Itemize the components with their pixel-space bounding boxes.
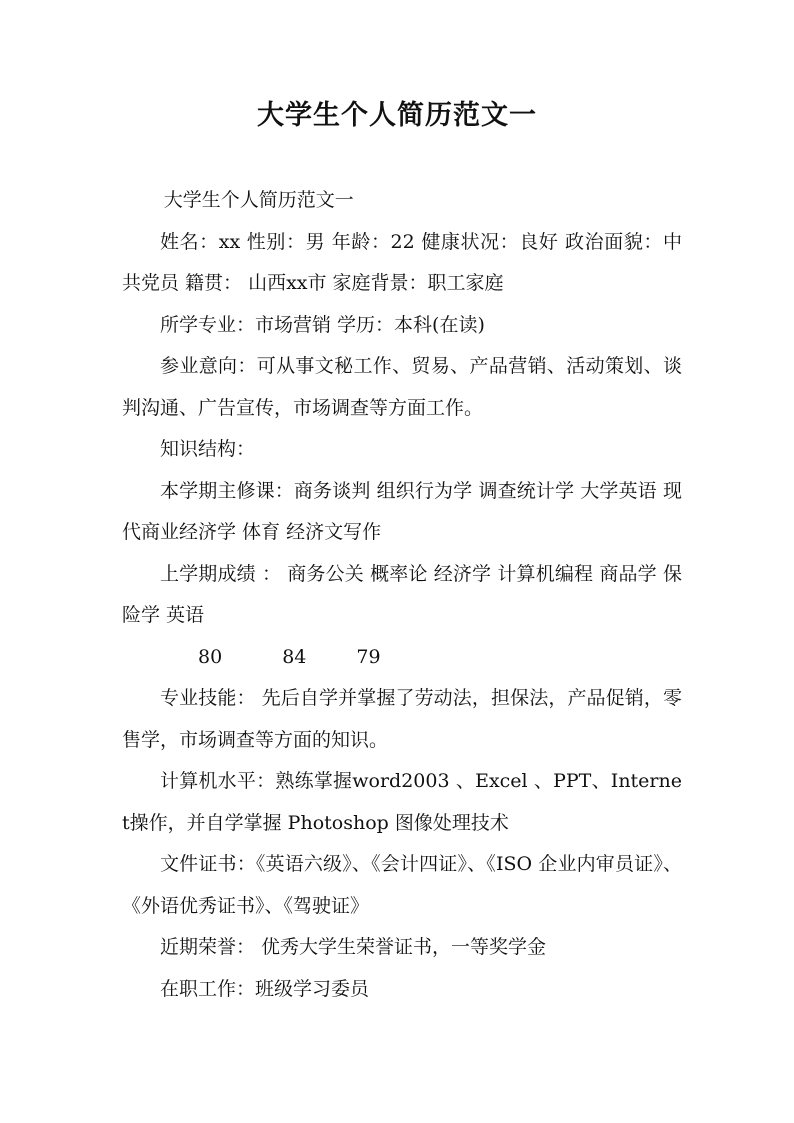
courses-paragraph: 本学期主修课：商务谈判 组织行为学 调查统计学 大学英语 现代商业经济学 体育 经济文写作 bbox=[122, 479, 682, 543]
score-1: 80 bbox=[198, 645, 223, 668]
subheading: 大学生个人简历范文一 bbox=[163, 189, 354, 211]
document-title: 大学生个人简历范文一 bbox=[257, 100, 537, 131]
position-paragraph: 在职工作：班级学习委员 bbox=[160, 977, 370, 1000]
honors-paragraph: 近期荣誉： 优秀大学生荣誉证书，一等奖学金 bbox=[160, 936, 547, 958]
career-intent-paragraph: 参业意向：可从事文秘工作、贸易、产品营销、活动策划、谈判沟通、广告宣传，市场调查等方面工作。 bbox=[122, 355, 682, 419]
knowledge-structure-heading: 知识结构： bbox=[160, 438, 256, 460]
score-3: 79 bbox=[356, 645, 381, 668]
last-term-grades-paragraph: 上学期成绩 ： 商务公关 概率论 经济学 计算机编程 商品学 保险学 英语 bbox=[122, 562, 682, 626]
major-paragraph: 所学专业：市场营销 学历：本科(在读) bbox=[160, 313, 485, 336]
scores-line bbox=[122, 637, 682, 679]
computer-skills-paragraph: 计算机水平：熟练掌握word2003 、Excel 、PPT、Internet操作，并自学掌握 Photoshop 图像处理技术 bbox=[122, 770, 682, 834]
personal-info-paragraph: 姓名：xx 性别：男 年龄：22 健康状况：良好 政治面貌：中共党员 籍贯： 山西xx市 家庭背景：职工家庭 bbox=[122, 230, 682, 294]
certificates-paragraph: 文件证书：《英语六级》、《会计四证》、《ISO 企业内审员证》、《外语优秀证书》、《驾驶证》 bbox=[122, 853, 682, 917]
skills-paragraph: 专业技能： 先后自学并掌握了劳动法，担保法，产品促销，零售学，市场调查等方面的知识。 bbox=[122, 687, 682, 751]
document-body bbox=[122, 180, 682, 1010]
score-2: 84 bbox=[282, 645, 307, 668]
